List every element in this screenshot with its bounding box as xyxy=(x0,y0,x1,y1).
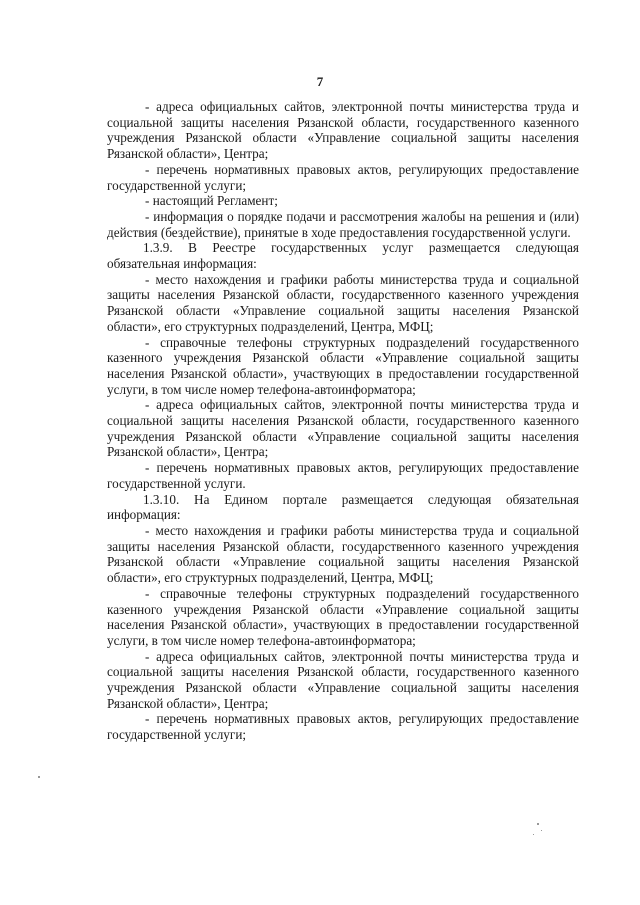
paragraph-phones-1: - справочные телефоны структурных подразделений государственного казенного учреждения Рязанской области «Управление социальной защиты населения Рязанской области», участвующих в предоставлении государственной услуги, в том числе номер телефона-автоинформатора; xyxy=(107,334,579,397)
paragraph-regulation: - настоящий Регламент; xyxy=(145,193,278,209)
paragraph-legal-acts-2: - перечень нормативных правовых актов, регулирующих предоставление государственной услуги. xyxy=(107,460,579,491)
paragraph-complaints: - информация о порядке подачи и рассмотрения жалобы на решения и (или) действия (бездействие), принятые в ходе предоставления государственной услуги. xyxy=(107,208,579,240)
section-1-3-10-heading: 1.3.10. На Едином портале размещается следующая обязательная информация: xyxy=(107,491,579,523)
paragraph-websites-2: - адреса официальных сайтов, электронной почты министерства труда и социальной защиты населения Рязанской области, государственного казенного учреждения Рязанской области «Управление социальной защиты населения Рязанской области», Центра; xyxy=(107,397,579,460)
paragraph-location-1: - место нахождения и графики работы министерства труда и социальной защиты населения Рязанской области, государственного казенного учреждения Рязанской области «Управление социальной защиты населения Рязанской области», его структурных подразделений, Центра, МФЦ; xyxy=(107,271,579,334)
paragraph-legal-acts-1: - перечень нормативных правовых актов, регулирующих предоставление государственной услуги; xyxy=(107,161,579,193)
scan-speck xyxy=(541,830,542,831)
paragraph-websites-1: - адреса официальных сайтов, электронной почты министерства труда и социальной защиты населения Рязанской области, государственного казенного учреждения Рязанской области «Управление социальной защиты населения Рязанской области», Центра; xyxy=(107,99,579,162)
paragraph-location-2: - место нахождения и графики работы министерства труда и социальной защиты населения Рязанской области, государственного казенного учреждения Рязанской области «Управление социальной защиты населения Рязанской области», его структурных подразделений, Центра, МФЦ; xyxy=(107,522,579,586)
section-1-3-9-heading: 1.3.9. В Реестре государственных услуг размещается следующая обязательная информация: xyxy=(107,240,579,272)
scan-speck xyxy=(38,776,40,778)
document-body xyxy=(107,99,579,743)
paragraph-phones-2: - справочные телефоны структурных подразделений государственного казенного учреждения Рязанской области «Управление социальной защиты населения Рязанской области», участвующих в предоставлении государственной услуги, в том числе номер телефона-автоинформатора; xyxy=(107,585,579,648)
page-number: 7 xyxy=(316,74,324,89)
scan-speck xyxy=(537,823,539,825)
paragraph-legal-acts-3: - перечень нормативных правовых актов, регулирующих предоставление государственной услуги; xyxy=(107,711,579,743)
paragraph-websites-3: - адреса официальных сайтов, электронной почты министерства труда и социальной защиты населения Рязанской области, государственного казенного учреждения Рязанской области «Управление социальной защиты населения Рязанской области», Центра; xyxy=(107,648,579,711)
scan-speck xyxy=(533,834,534,835)
